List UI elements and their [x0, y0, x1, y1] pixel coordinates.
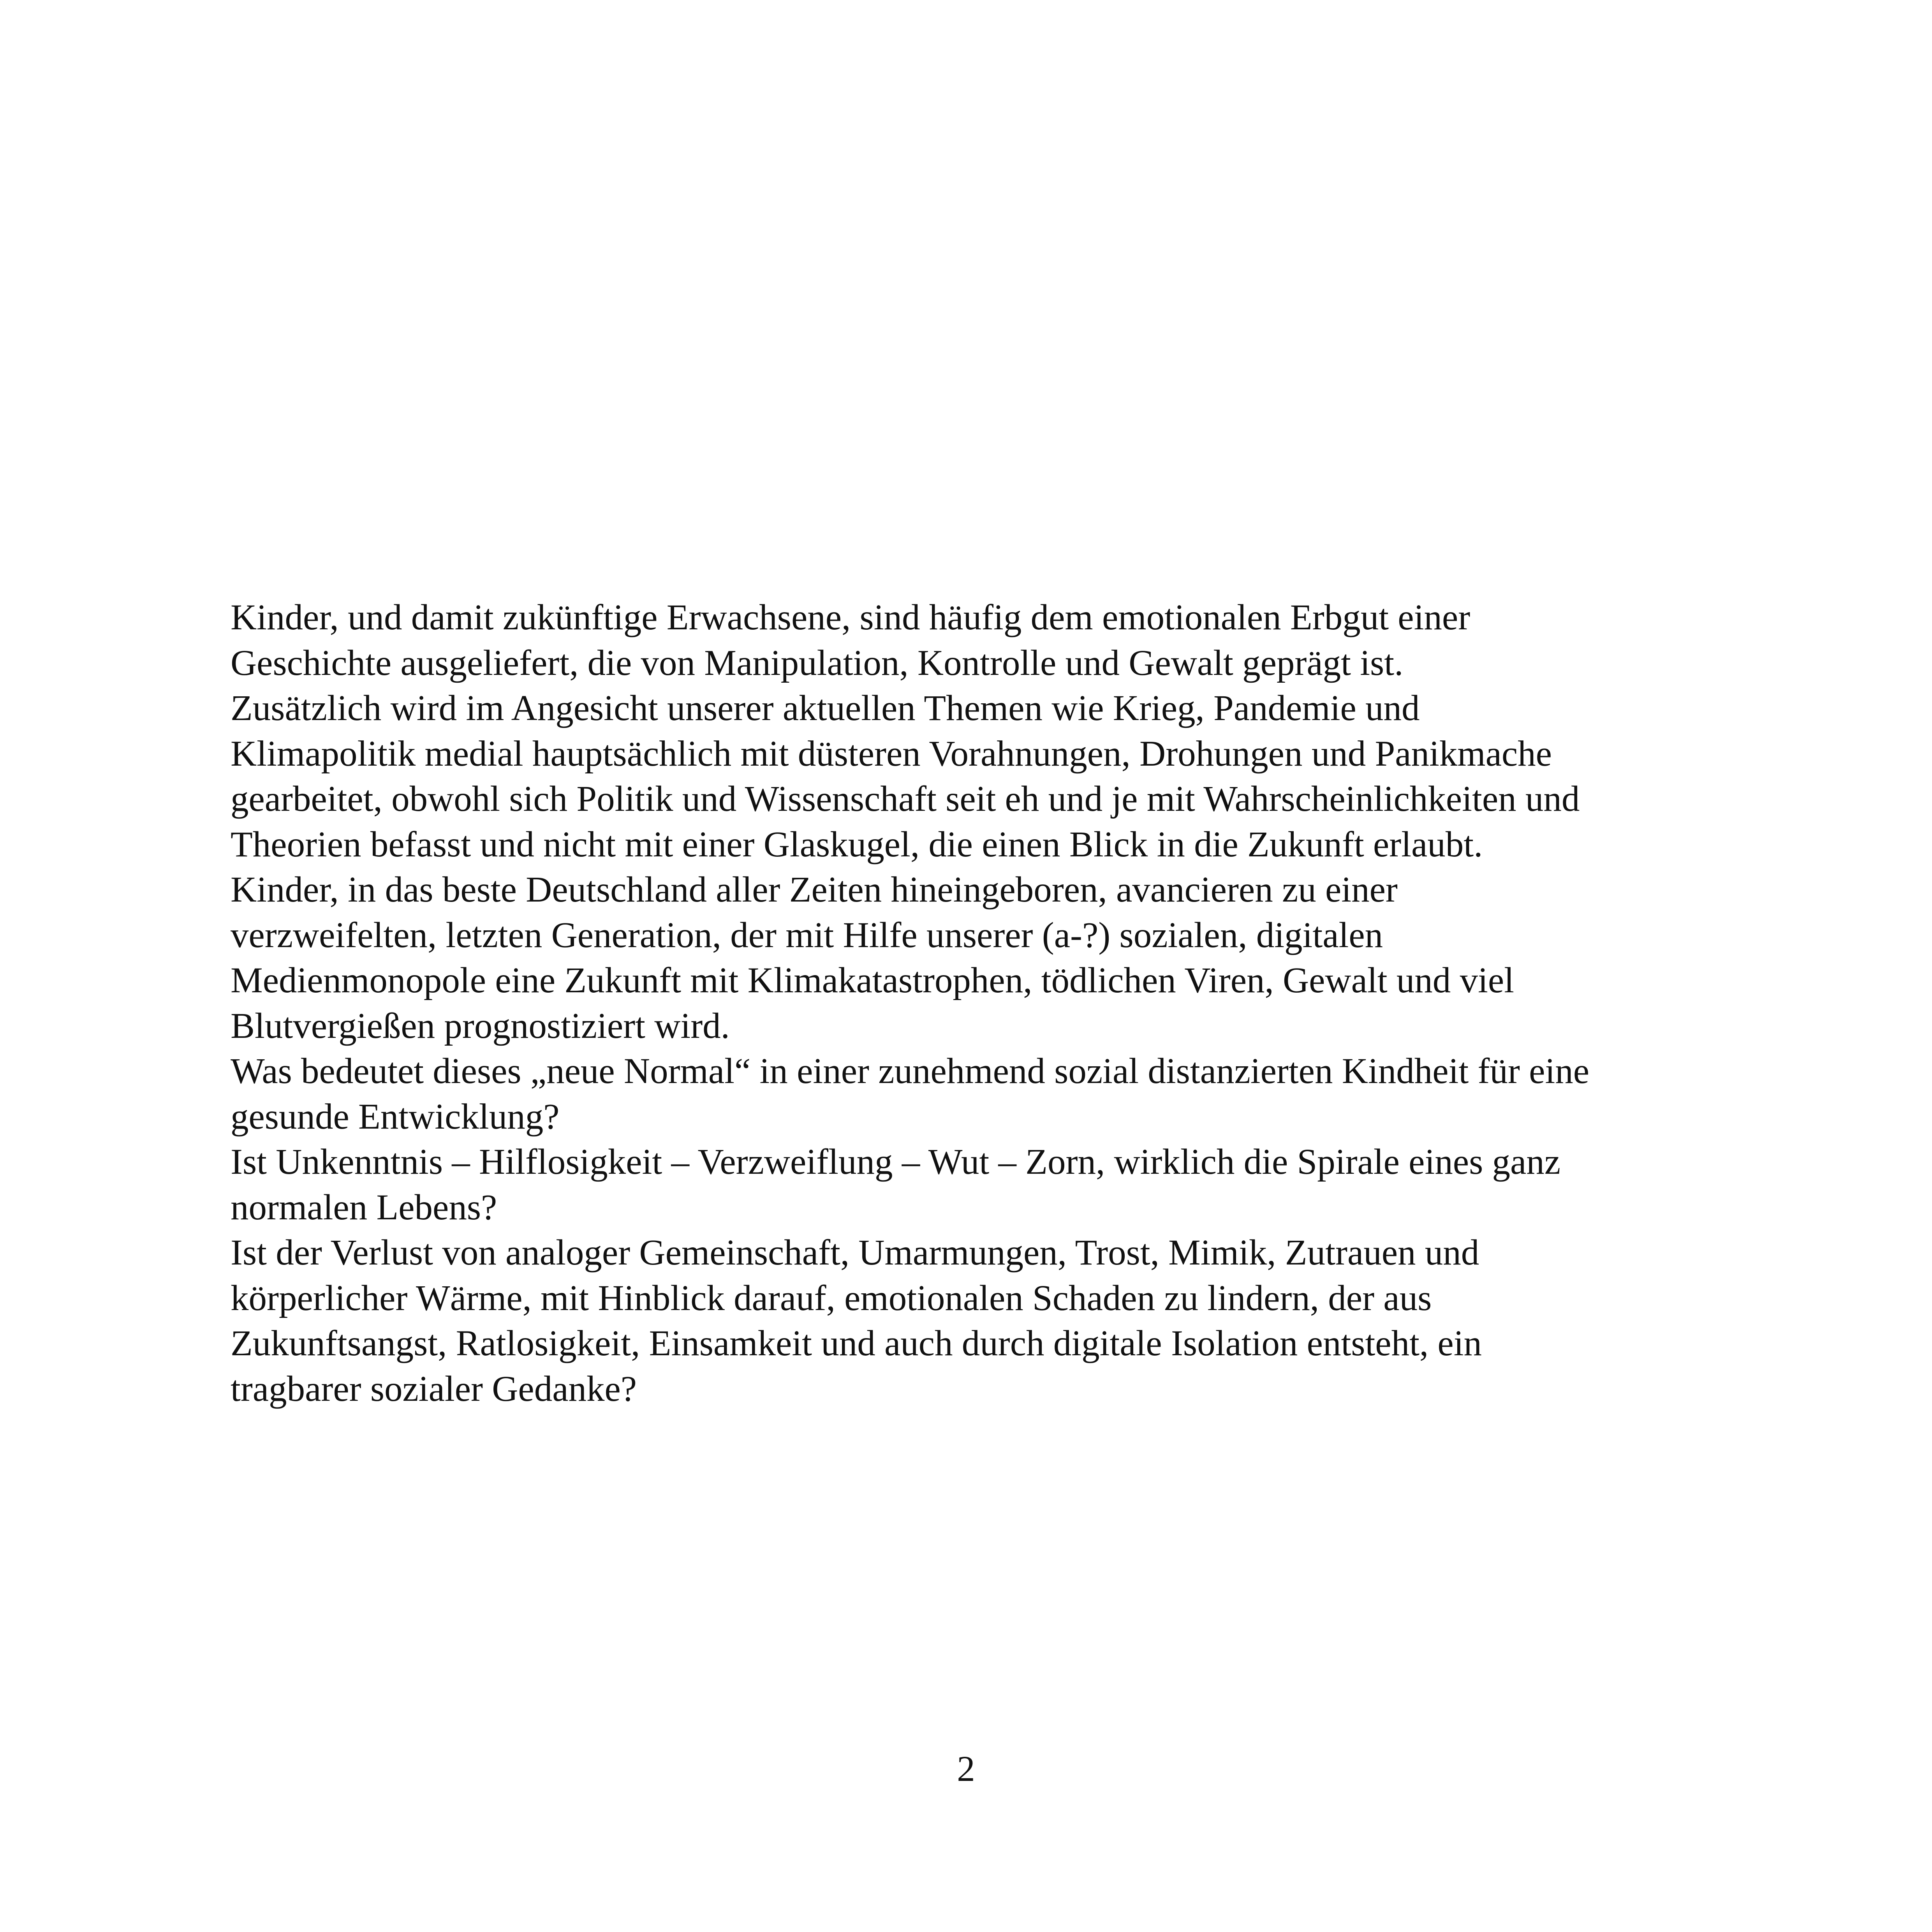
text-line: Kinder, in das beste Deutschland aller Zeiten hineingeboren, avancieren zu einer — [231, 870, 1398, 910]
body-text — [231, 595, 1749, 1412]
text-line: verzweifelten, letzten Generation, der mit Hilfe unserer (a-?) sozialen, digitalen — [231, 915, 1383, 955]
text-line: Klimapolitik medial hauptsächlich mit düsteren Vorahnungen, Drohungen und Panikmache — [231, 733, 1552, 774]
text-line: Ist Unkenntnis – Hilflosigkeit – Verzweiflung – Wut – Zorn, wirklich die Spirale eines ganz — [231, 1142, 1561, 1182]
text-line: Zusätzlich wird im Angesicht unserer aktuellen Themen wie Krieg, Pandemie und — [231, 688, 1420, 728]
text-line: normalen Lebens? — [231, 1187, 497, 1228]
page-number: 2 — [957, 1749, 975, 1789]
text-line: Geschichte ausgeliefert, die von Manipulation, Kontrolle und Gewalt geprägt ist. — [231, 643, 1404, 683]
text-line: Ist der Verlust von analoger Gemeinschaft, Umarmungen, Trost, Mimik, Zutrauen und — [231, 1233, 1479, 1273]
text-line: Medienmonopole eine Zukunft mit Klimakatastrophen, tödlichen Viren, Gewalt und viel — [231, 960, 1515, 1000]
text-line: tragbarer sozialer Gedanke? — [231, 1368, 637, 1409]
text-line: Zukunftsangst, Ratlosigkeit, Einsamkeit und auch durch digitale Isolation entsteht, ein — [231, 1323, 1482, 1363]
text-line: Kinder, und damit zukünftige Erwachsene, sind häufig dem emotionalen Erbgut einer — [231, 597, 1471, 638]
text-line: gesunde Entwicklung? — [231, 1096, 560, 1137]
text-line: Was bedeutet dieses „neue Normal“ in einer zunehmend sozial distanzierten Kindheit für eine — [231, 1051, 1589, 1091]
text-line: körperlicher Wärme, mit Hinblick darauf, emotionalen Schaden zu lindern, der aus — [231, 1278, 1432, 1318]
text-line: Theorien befasst und nicht mit einer Glaskugel, die einen Blick in die Zukunft erlaubt. — [231, 824, 1483, 865]
text-line: gearbeitet, obwohl sich Politik und Wissenschaft seit eh und je mit Wahrscheinlichkeiten und — [231, 779, 1580, 819]
text-line: Blutvergießen prognostiziert wird. — [231, 1006, 730, 1046]
